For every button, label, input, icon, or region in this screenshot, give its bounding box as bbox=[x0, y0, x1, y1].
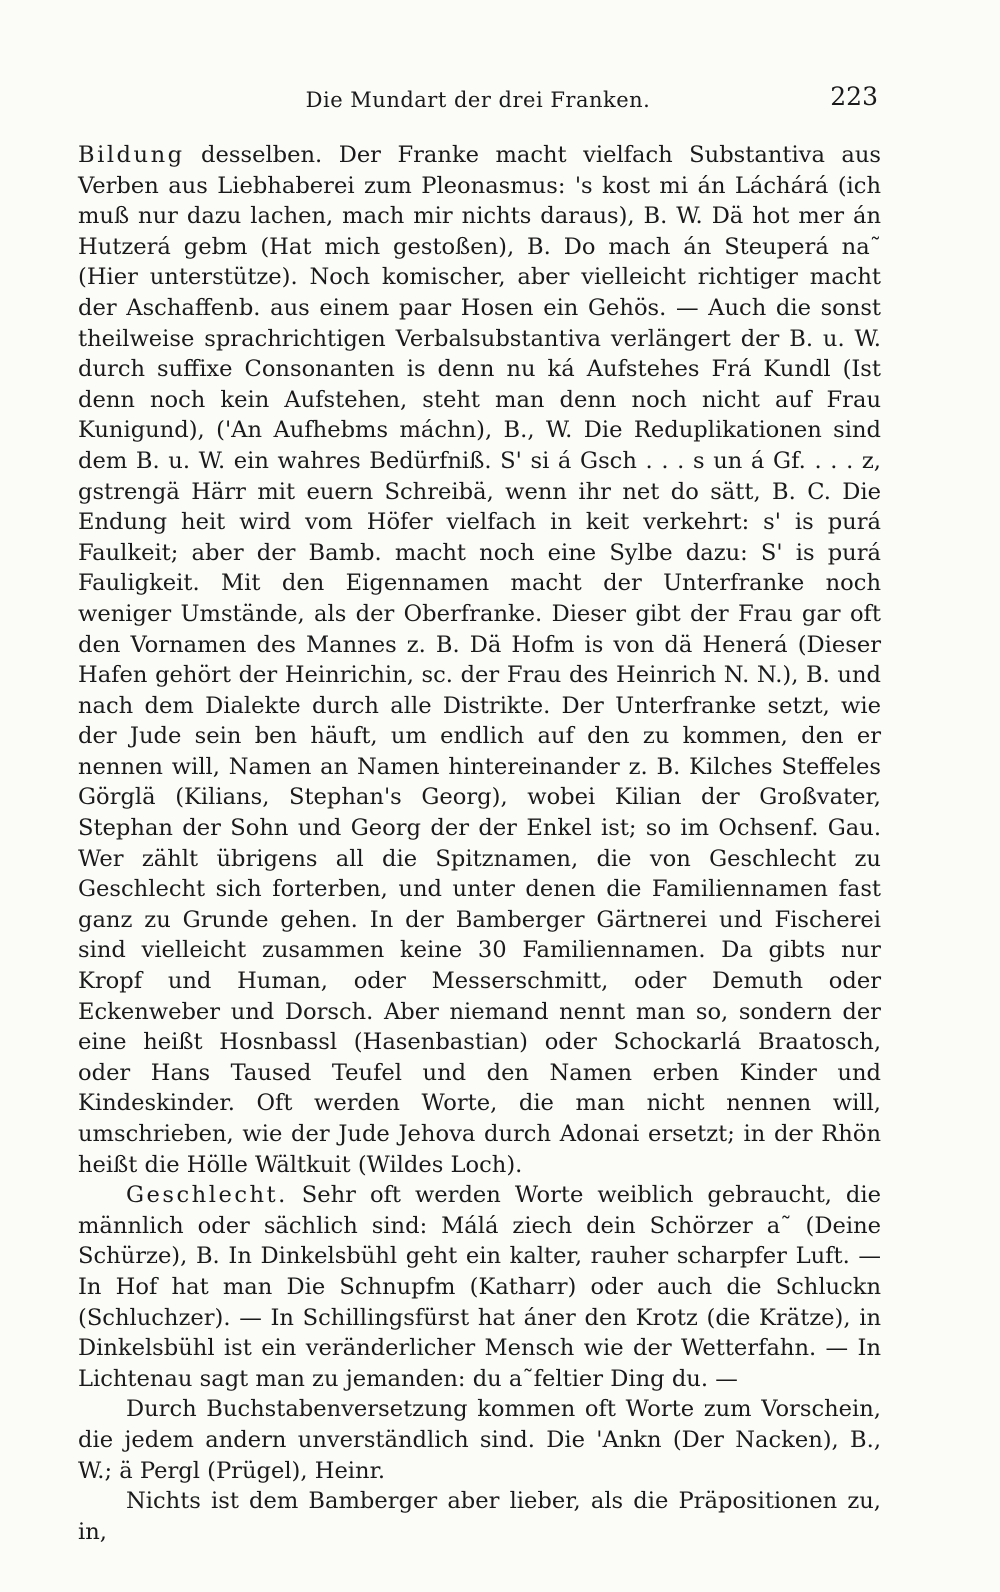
paragraph-bildung bbox=[78, 140, 881, 1180]
running-title: Die Mundart der drei Franken. bbox=[305, 88, 651, 112]
page-number: 223 bbox=[830, 82, 878, 111]
paragraph-text: desselben. Der Franke macht vielfach Substantiva aus Verben aus Liebhaberei zum Pleonasmus: 's kost mi án Láchárá (ich muß nur dazu lachen, mach mir nichts daraus), B. W. Dä hot mer án Hutzerá gebm (Hat mich gestoßen), B. Do mach án Steuperá na˜ (Hier unterstütze). Noch komischer, aber vielleicht richtiger macht der Aschaffenb. aus einem paar Hosen ein Gehös. — Auch die sonst theilweise sprachrichtigen Verbalsubstantiva verlängert der B. u. W. durch suffixe Consonanten is denn nu ká Aufstehes Frá Kundl (Ist denn noch kein Aufstehen, steht man denn noch nicht auf Frau Kunigund), ('An Aufhebms máchn), B., W. Die Reduplikationen sind dem B. u. W. ein wahres Bedürfniß. S' si á Gsch . . . s un á Gf. . . . z, gstrengä Härr mit euern Schreibä, wenn ihr net do sätt, B. C. Die Endung heit wird vom Höfer vielfach in keit verkehrt: s' is purá Faulkeit; aber der Bamb. macht noch eine Sylbe dazu: S' is purá Fauligkeit. Mit den Eigennamen macht der Unterfranke noch weniger Umstände, als der Oberfranke. Dieser gibt der Frau gar oft den Vornamen des Mannes z. B. Dä Hofm is von dä Henerá (Dieser Hafen gehört der Heinrichin, sc. der Frau des Heinrich N. N.), B. und nach dem Dialekte durch alle Distrikte. Der Unterfranke setzt, wie der Jude sein ben häuft, um endlich auf den zu kommen, den er nennen will, Namen an Namen hintereinander z. B. Kilches Steffeles Görglä (Kilians, Stephan's Georg), wobei Kilian der Großvater, Stephan der Sohn und Georg der der Enkel ist; so im Ochsenf. Gau. Wer zählt übrigens all die Spitznamen, die von Geschlecht zu Geschlecht sich forterben, und unter denen die Familiennamen fast ganz zu Grunde gehen. In der Bamberger Gärtnerei und Fischerei sind vielleicht zusammen keine 30 Familiennamen. Da gibts nur Kropf und Human, oder Messerschmitt, oder Demuth oder Eckenweber und Dorsch. Aber niemand nennt man so, sondern der eine heißt Hosnbassl (Hasenbastian) oder Schockarlá Braatosch, oder Hans Taused Teufel und den Namen erben Kinder und Kindeskinder. Oft werden Worte, die man nicht nennen will, umschrieben, wie der Jude Jehova durch Adonai ersetzt; in der Rhön heißt die Hölle Wältkuit (Wildes Loch). bbox=[78, 142, 881, 1178]
body-text bbox=[78, 140, 881, 1547]
paragraph-geschlecht bbox=[78, 1180, 881, 1394]
paragraph-lead: Bildung bbox=[78, 142, 185, 168]
page-header bbox=[78, 82, 878, 122]
paragraph-buchstabenversetzung: Durch Buchstabenversetzung kommen oft Worte zum Vorschein, die jedem andern unverständlich sind. Die 'Ankn (Der Nacken), B., W.; ä Pergl (Prügel), Heinr. bbox=[78, 1396, 881, 1484]
paragraph-praepositionen: Nichts ist dem Bamberger aber lieber, als die Präpositionen zu, in, bbox=[78, 1488, 881, 1545]
paragraph-lead: Geschlecht. bbox=[126, 1182, 288, 1209]
paragraph-text: Sehr oft werden Worte weiblich gebraucht, die männlich oder sächlich sind: Málá ziech dein Schörzer a˜ (Deine Schürze), B. In Dinkelsbühl geht ein kalter, rauher scharpfer Luft. — In Hof hat man Die Schnupfm (Katharr) oder auch die Schluckn (Schluchzer). — In Schillingsfürst hat áner den Krotz (die Krätze), in Dinkelsbühl ist ein veränderlicher Mensch wie der Wetterfahn. — In Lichtenau sagt man zu jemanden: du a˜feltier Ding du. — bbox=[78, 1182, 881, 1392]
